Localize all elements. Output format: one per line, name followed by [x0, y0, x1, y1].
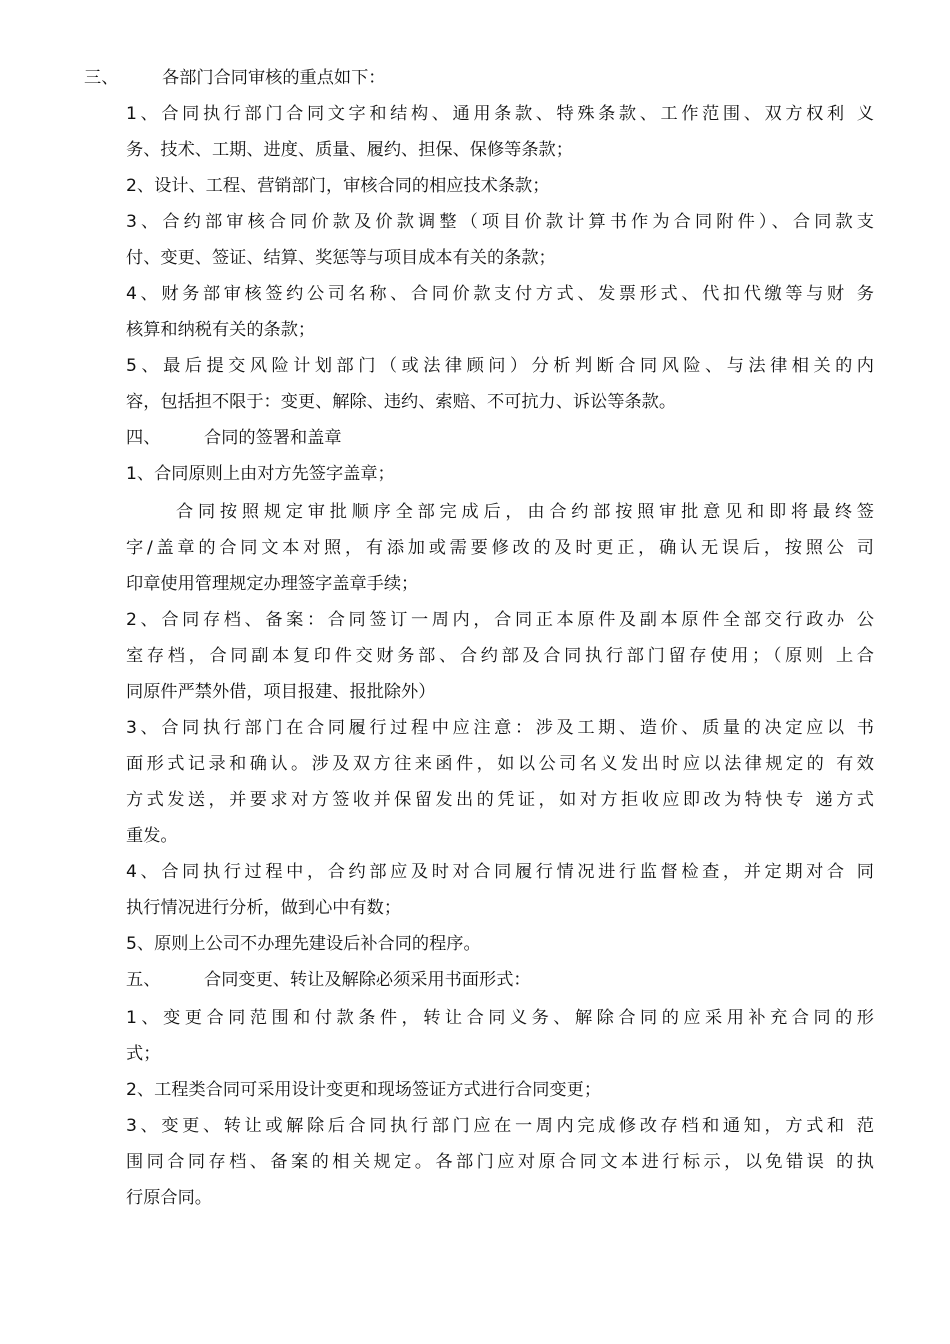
paragraph-line: 1、合同原则上由对方先签字盖章；: [126, 464, 395, 484]
section-5-title: 合同变更、转让及解除必须采用书面形式：: [204, 970, 531, 990]
paragraph-line: 同原件严禁外借，项目报建、报批除外）: [126, 682, 436, 702]
paragraph-line: 付、变更、签证、结算、奖惩等与项目成本有关的条款；: [126, 248, 556, 268]
section-3-number: 三、: [84, 68, 119, 88]
paragraph-line: 合同按照规定审批顺序全部完成后，由合约部按照审批意见和即将最终签: [176, 502, 874, 522]
paragraph-line: 1、变更合同范围和付款条件，转让合同义务、解除合同的应采用补充合同的形: [126, 1008, 874, 1028]
paragraph-line: 2、设计、工程、营销部门，审核合同的相应技术条款；: [126, 176, 550, 196]
paragraph-line: 面形式记录和确认。涉及双方往来函件，如以公司名义发出时应以法律规定的 有效: [126, 754, 874, 774]
paragraph-line: 3、变更、转让或解除后合同执行部门应在一周内完成修改存档和通知，方式和 范: [126, 1116, 874, 1136]
section-4-title: 合同的签署和盖章: [204, 428, 342, 448]
paragraph-line: 5、原则上公司不办理先建设后补合同的程序。: [126, 934, 481, 954]
paragraph-line: 1、合同执行部门合同文字和结构、通用条款、特殊条款、工作范围、双方权利 义: [126, 104, 874, 124]
paragraph-line: 2、工程类合同可采用设计变更和现场签证方式进行合同变更；: [126, 1080, 602, 1100]
paragraph-line: 方式发送，并要求对方签收并保留发出的凭证，如对方拒收应即改为特快专 递方式: [126, 790, 874, 810]
paragraph-line: 3、合同执行部门在合同履行过程中应注意：涉及工期、造价、质量的决定应以 书: [126, 718, 874, 738]
paragraph-line: 务、技术、工期、进度、质量、履约、担保、保修等条款；: [126, 140, 573, 160]
paragraph-line: 重发。: [126, 826, 178, 846]
paragraph-line: 执行情况进行分析，做到心中有数；: [126, 898, 402, 918]
section-3-title: 各部门合同审核的重点如下：: [162, 68, 386, 88]
paragraph-line: 印章使用管理规定办理签字盖章手续；: [126, 574, 419, 594]
paragraph-line: 式；: [126, 1044, 161, 1064]
section-5-number: 五、: [126, 970, 161, 990]
paragraph-line: 围同合同存档、备案的相关规定。各部门应对原合同文本进行标示，以免错误 的执: [126, 1152, 874, 1172]
paragraph-line: 行原合同。: [126, 1188, 212, 1208]
paragraph-line: 5、最后提交风险计划部门（或法律顾问）分析判断合同风险、与法律相关的内: [126, 356, 874, 376]
paragraph-line: 4、合同执行过程中，合约部应及时对合同履行情况进行监督检查，并定期对合 同: [126, 862, 874, 882]
paragraph-line: 4、财务部审核签约公司名称、合同价款支付方式、发票形式、代扣代缴等与财 务: [126, 284, 874, 304]
paragraph-line: 容，包括担不限于：变更、解除、违约、索赔、不可抗力、诉讼等条款。: [126, 392, 677, 412]
paragraph-line: 核算和纳税有关的条款；: [126, 320, 316, 340]
paragraph-line: 2、合同存档、备案：合同签订一周内，合同正本原件及副本原件全部交行政办 公: [126, 610, 874, 630]
section-4-number: 四、: [126, 428, 161, 448]
paragraph-line: 字/盖章的合同文本对照，有添加或需要修改的及时更正，确认无误后，按照公 司: [126, 538, 874, 558]
paragraph-line: 3、合约部审核合同价款及价款调整（项目价款计算书作为合同附件）、合同款支: [126, 212, 874, 232]
paragraph-line: 室存档，合同副本复印件交财务部、合约部及合同执行部门留存使用；（原则 上合: [126, 646, 874, 666]
